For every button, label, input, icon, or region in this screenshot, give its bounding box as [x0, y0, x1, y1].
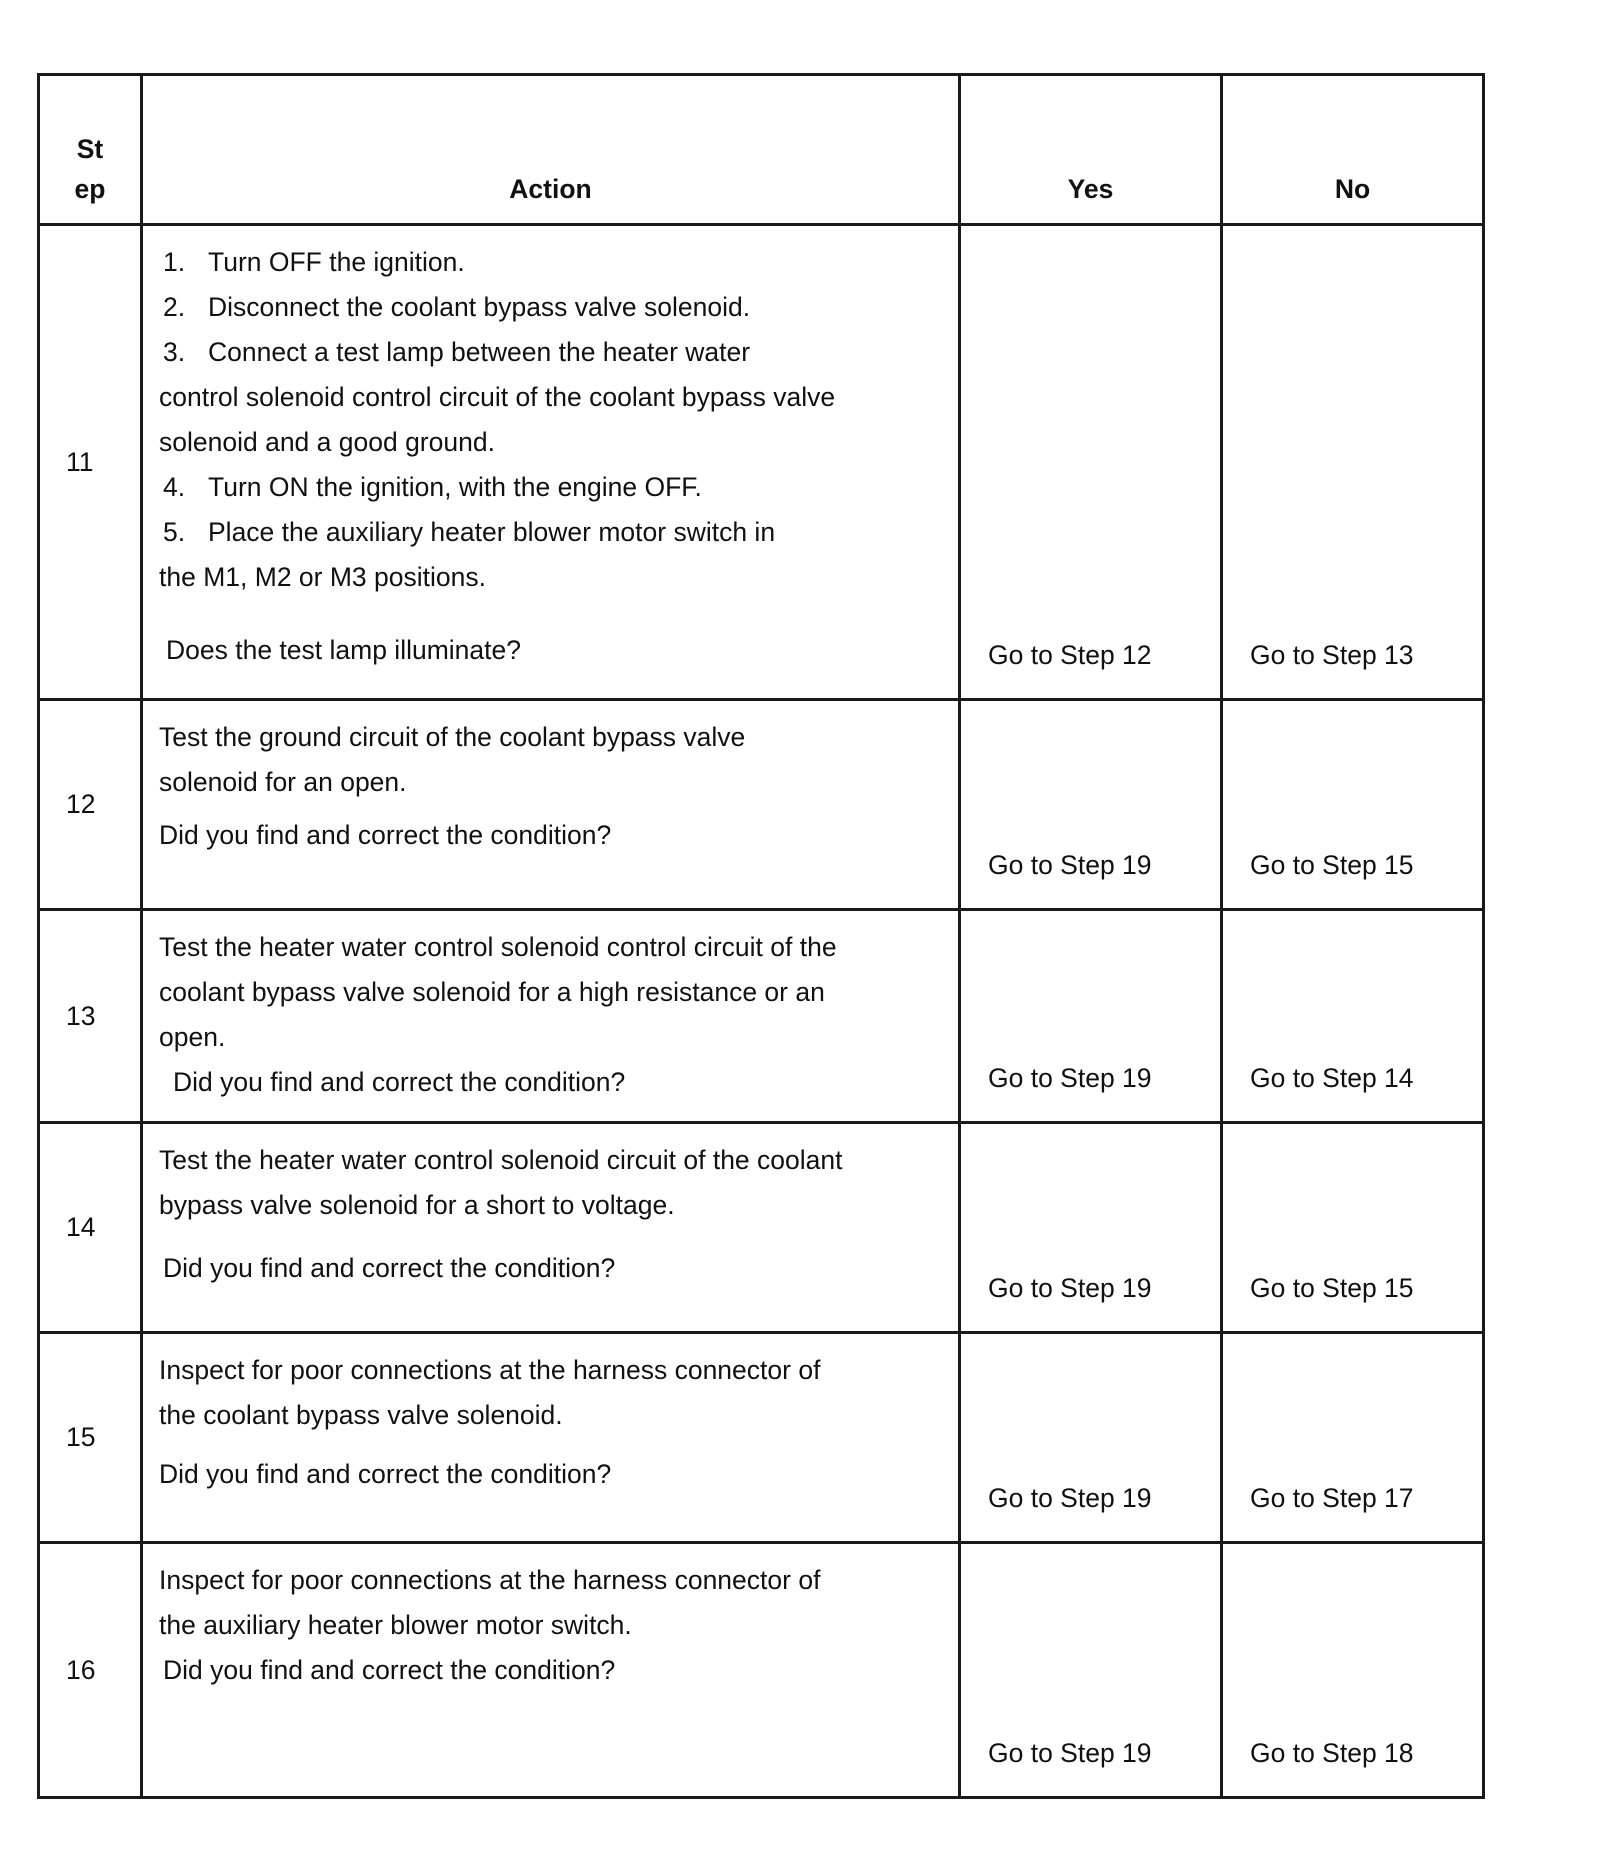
list-item — [159, 285, 944, 330]
action-cell — [142, 910, 960, 1123]
action-line: the auxiliary heater blower motor switch. — [159, 1610, 632, 1640]
header-step — [39, 75, 142, 225]
step-number: 12 — [39, 700, 142, 910]
step-number: 14 — [39, 1123, 142, 1333]
table-row-step-12 — [39, 700, 1484, 910]
list-item-text: Disconnect the coolant bypass valve solenoid. — [208, 292, 751, 322]
continuation-line: control solenoid control circuit of the coolant bypass valve — [159, 382, 836, 412]
step-number: 13 — [39, 910, 142, 1123]
question-text: Did you find and correct the condition? — [163, 1253, 616, 1283]
list-item — [159, 510, 944, 555]
no-cell: Go to Step 18 — [1222, 1543, 1484, 1798]
list-item-number: 3. — [163, 337, 186, 367]
list-item-number: 2. — [163, 292, 186, 322]
table-row-step-11 — [39, 225, 1484, 700]
step-number: 11 — [39, 225, 142, 700]
action-line: open. — [159, 1022, 226, 1052]
yes-cell: Go to Step 19 — [960, 1123, 1222, 1333]
header-row — [39, 75, 1484, 225]
continuation-line: solenoid and a good ground. — [159, 427, 495, 457]
list-item-number: 1. — [163, 247, 186, 277]
action-cell — [142, 1543, 960, 1798]
table-row-step-16 — [39, 1543, 1484, 1798]
continuation-line: the M1, M2 or M3 positions. — [159, 562, 486, 592]
action-line: Inspect for poor connections at the harness connector of — [159, 1355, 821, 1385]
list-item — [159, 465, 944, 510]
action-line: Test the heater water control solenoid circuit of the coolant — [159, 1145, 843, 1175]
list-item — [159, 330, 944, 375]
list-item-number: 4. — [163, 472, 186, 502]
action-line: the coolant bypass valve solenoid. — [159, 1400, 563, 1430]
yes-cell: Go to Step 19 — [960, 1543, 1222, 1798]
action-line: bypass valve solenoid for a short to voltage. — [159, 1190, 675, 1220]
question-text: Did you find and correct the condition? — [173, 1067, 626, 1097]
action-line: coolant bypass valve solenoid for a high resistance or an — [159, 977, 825, 1007]
question-text: Did you find and correct the condition? — [163, 1655, 616, 1685]
action-line: Test the heater water control solenoid control circuit of the — [159, 932, 837, 962]
header-yes: Yes — [960, 75, 1222, 225]
action-cell — [142, 1123, 960, 1333]
header-step-label: St ep — [74, 134, 106, 204]
action-line: solenoid for an open. — [159, 767, 407, 797]
yes-cell: Go to Step 12 — [960, 225, 1222, 700]
list-item-text: Place the auxiliary heater blower motor switch in — [208, 517, 776, 547]
header-no: No — [1222, 75, 1484, 225]
list-item-number: 5. — [163, 517, 186, 547]
list-item-text: Turn ON the ignition, with the engine OFF. — [208, 472, 702, 502]
question-text: Does the test lamp illuminate? — [166, 635, 521, 665]
action-steps — [159, 240, 944, 375]
yes-cell: Go to Step 19 — [960, 700, 1222, 910]
action-steps — [159, 465, 944, 555]
action-cell — [142, 1333, 960, 1543]
action-cell — [142, 225, 960, 700]
no-cell: Go to Step 15 — [1222, 700, 1484, 910]
table-row-step-14 — [39, 1123, 1484, 1333]
no-cell: Go to Step 13 — [1222, 225, 1484, 700]
action-line: Test the ground circuit of the coolant bypass valve — [159, 722, 746, 752]
action-line: Inspect for poor connections at the harness connector of — [159, 1565, 821, 1595]
question-text: Did you find and correct the condition? — [159, 1459, 612, 1489]
no-cell: Go to Step 15 — [1222, 1123, 1484, 1333]
action-cell — [142, 700, 960, 910]
list-item-text: Turn OFF the ignition. — [208, 247, 465, 277]
yes-cell: Go to Step 19 — [960, 910, 1222, 1123]
table-row-step-13 — [39, 910, 1484, 1123]
step-number: 15 — [39, 1333, 142, 1543]
table-row-step-15 — [39, 1333, 1484, 1543]
no-cell: Go to Step 14 — [1222, 910, 1484, 1123]
list-item — [159, 240, 944, 285]
list-item-text: Connect a test lamp between the heater water — [208, 337, 751, 367]
step-number: 16 — [39, 1543, 142, 1798]
header-action: Action — [142, 75, 960, 225]
question-text: Did you find and correct the condition? — [159, 820, 612, 850]
no-cell: Go to Step 17 — [1222, 1333, 1484, 1543]
yes-cell: Go to Step 19 — [960, 1333, 1222, 1543]
diagnostic-table — [37, 73, 1485, 1799]
